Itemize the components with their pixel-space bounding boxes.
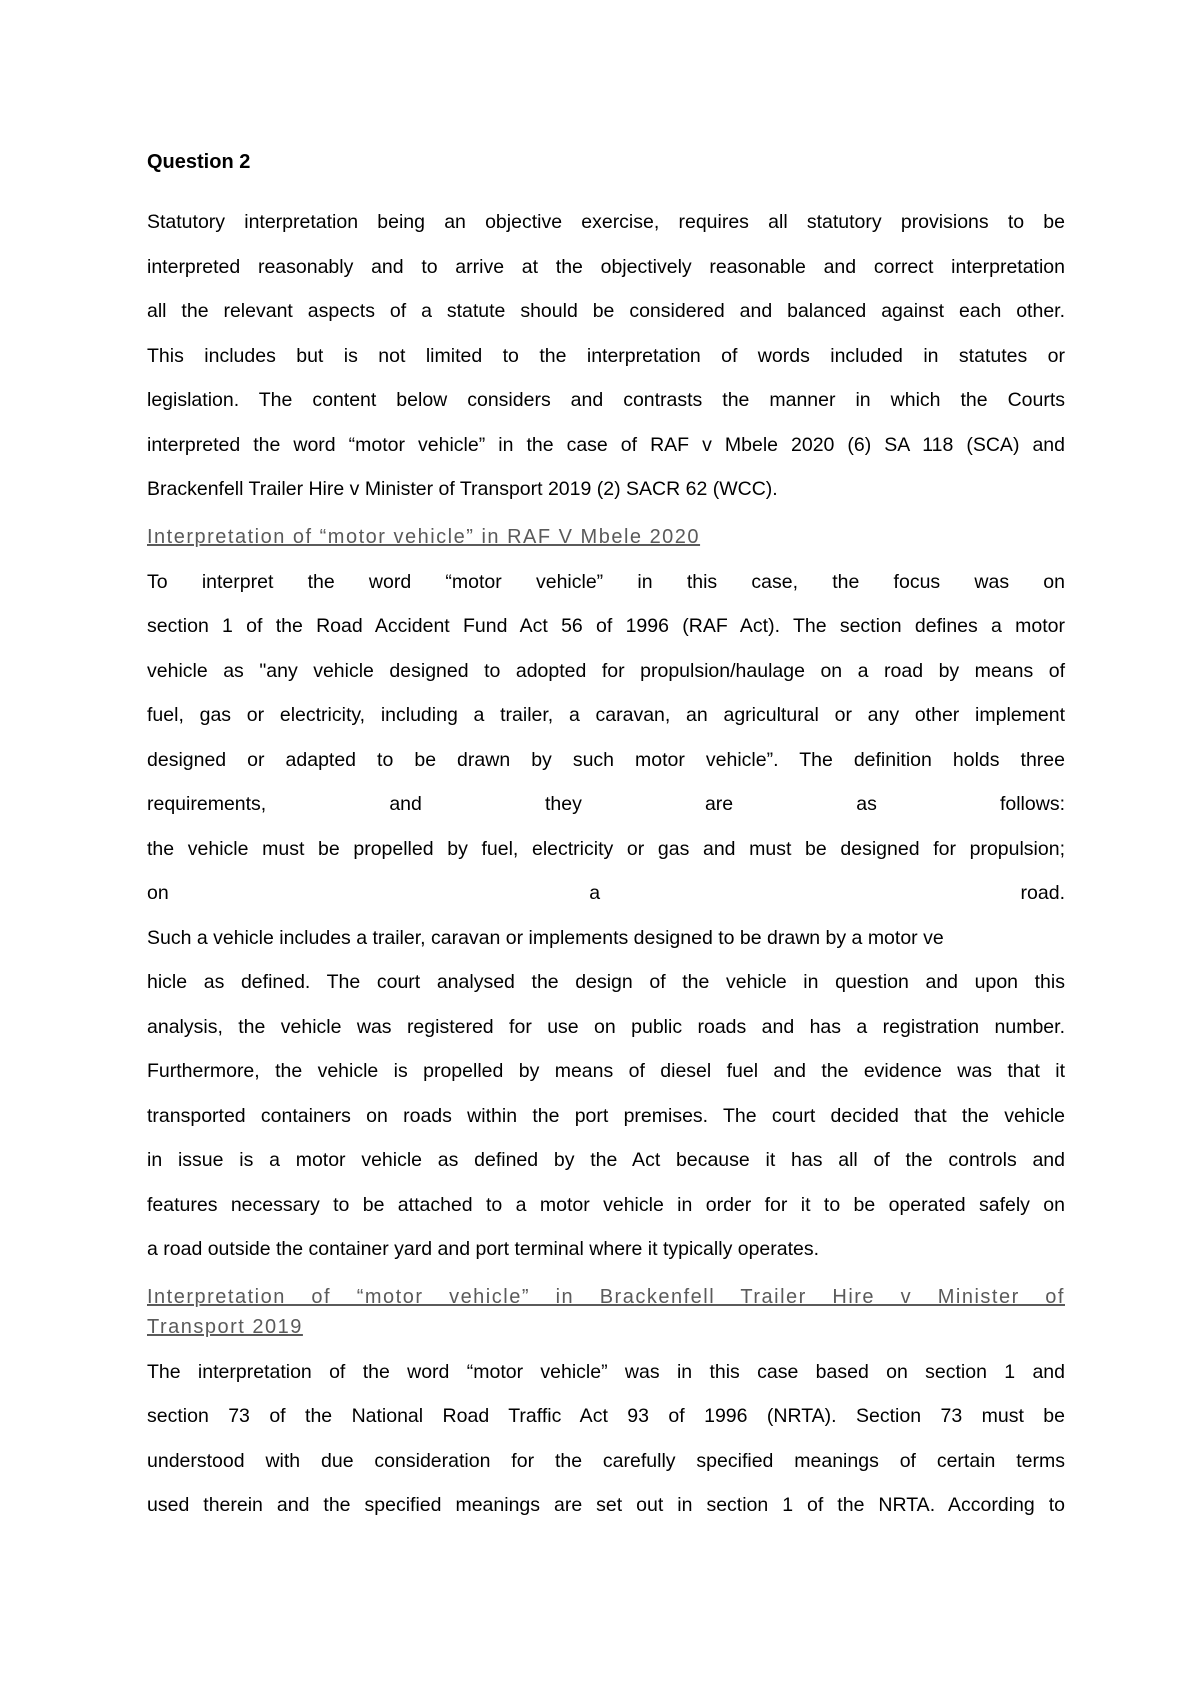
paragraph-line: analysis, the vehicle was registered for use on public roads and has a registration number. <box>147 1015 1065 1038</box>
paragraph-line: designed or adapted to be drawn by such motor vehicle”. The definition holds three <box>147 748 1065 771</box>
paragraph-line: interpreted the word “motor vehicle” in the case of RAF v Mbele 2020 (6) SA 118 (SCA) and <box>147 433 1065 456</box>
paragraph-line: legislation. The content below considers and contrasts the manner in which the Courts <box>147 389 1065 411</box>
paragraph-line: transported containers on roads within the port premises. The court decided that the vehicle <box>147 1104 1065 1127</box>
paragraph-line: section 73 of the National Road Traffic Act 93 of 1996 (NRTA). Section 73 must be <box>147 1405 1065 1427</box>
heading-line: Interpretation of “motor vehicle” in Brackenfell Trailer Hire v Minister of <box>147 1285 1065 1308</box>
paragraph-line: understood with due consideration for the carefully specified meanings of certain terms <box>147 1449 1065 1472</box>
paragraph-line: vehicle as "any vehicle designed to adopted for propulsion/haulage on a road by means of <box>147 659 1065 682</box>
paragraph-line: requirements, and they are as follows: <box>147 793 1065 815</box>
section-heading-mbele <box>147 522 1065 552</box>
mbele-paragraph <box>147 560 1065 1272</box>
document-body <box>147 146 1065 1528</box>
question-title: Question 2 <box>147 151 251 173</box>
heading-line: Interpretation of “motor vehicle” in RAF V Mbele 2020 <box>147 525 701 548</box>
paragraph-line: the vehicle must be propelled by fuel, electricity or gas and must be designed for propulsion; <box>147 837 1065 860</box>
paragraph-line: Furthermore, the vehicle is propelled by means of diesel fuel and the evidence was that it <box>147 1060 1065 1082</box>
paragraph-line: hicle as defined. The court analysed the design of the vehicle in question and upon this <box>147 971 1065 993</box>
paragraph-line: all the relevant aspects of a statute should be considered and balanced against each other. <box>147 300 1065 322</box>
brackenfell-paragraph <box>147 1350 1065 1528</box>
paragraph-line: To interpret the word “motor vehicle” in this case, the focus was on <box>147 570 1065 593</box>
paragraph-line: a road outside the container yard and port terminal where it typically operates. <box>147 1238 820 1260</box>
paragraph-line: in issue is a motor vehicle as defined by the Act because it has all of the controls and <box>147 1149 1065 1171</box>
paragraph-line: fuel, gas or electricity, including a trailer, a caravan, an agricultural or any other implement <box>147 704 1065 726</box>
paragraph-line: This includes but is not limited to the interpretation of words included in statutes or <box>147 344 1065 367</box>
paragraph-line: section 1 of the Road Accident Fund Act 56 of 1996 (RAF Act). The section defines a motor <box>147 615 1065 637</box>
paragraph-line: used therein and the specified meanings are set out in section 1 of the NRTA. According to <box>147 1494 1065 1516</box>
intro-paragraph <box>147 200 1065 512</box>
paragraph-line: Statutory interpretation being an objective exercise, requires all statutory provisions to be <box>147 211 1065 233</box>
paragraph-line: on a road. <box>147 882 1065 904</box>
paragraph-line: features necessary to be attached to a motor vehicle in order for it to be operated safely on <box>147 1193 1065 1216</box>
section-heading-brackenfell <box>147 1282 1065 1342</box>
paragraph-line: The interpretation of the word “motor vehicle” was in this case based on section 1 and <box>147 1360 1065 1383</box>
heading-line: Transport 2019 <box>147 1315 303 1338</box>
paragraph-line: Brackenfell Trailer Hire v Minister of Transport 2019 (2) SACR 62 (WCC). <box>147 478 778 500</box>
paragraph-line: interpreted reasonably and to arrive at the objectively reasonable and correct interpretation <box>147 255 1065 278</box>
paragraph-line: Such a vehicle includes a trailer, caravan or implements designed to be drawn by a motor ve <box>147 926 944 949</box>
